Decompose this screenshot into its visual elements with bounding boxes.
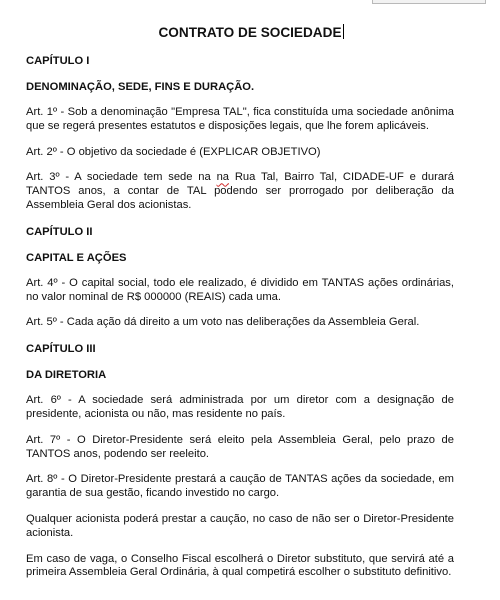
toolbar-edge [372,0,486,4]
document-body[interactable] [26,22,454,592]
chapter-3-heading: CAPÍTULO III [26,343,96,356]
article-6: Art. 6º - A sociedade será administrada por um diretor com a designação de presidente, acionista ou não, mas residente no país. [26,394,454,420]
document-title[interactable] [26,22,454,44]
document-title-text: CONTRATO DE SOCIEDADE [158,25,342,40]
text-cursor [343,24,344,39]
spelling-error-word[interactable]: na [216,171,230,184]
article-1: Art. 1º - Sob a denominação "Empresa TAL", fica constituída uma sociedade anônima que se regerá presentes estatutos e disposições legais, que lhe forem aplicáveis. [26,106,454,132]
chapter-3-title: DA DIRETORIA [26,369,107,382]
article-2: Art. 2º - O objetivo da sociedade é (EXPLICAR OBJETIVO) [26,145,321,158]
chapter-1-heading: CAPÍTULO I [26,55,90,67]
article-4: Art. 4º - O capital social, todo ele realizado, é dividido em TANTAS ações ordinárias, no valor nominal de R$ 000000 (REAIS) cada uma. [26,276,454,303]
article-7: Art. 7º - O Diretor-Presidente será eleito pela Assembleia Geral, pelo prazo de TANTOS anos, podendo ser reeleito. [26,433,454,460]
paragraph-vaga: Em caso de vaga, o Conselho Fiscal escolherá o Diretor substituto, que servirá até a primeira Assembleia Geral Ordinária, à qual competirá escolher o substituto definitivo. [26,552,454,579]
chapter-1-title: DENOMINAÇÃO, SEDE, FINS E DURAÇÃO. [26,81,255,93]
article-3 [26,171,454,212]
chapter-2-title: CAPITAL E AÇÕES [26,251,127,264]
paragraph-caucao: Qualquer acionista poderá prestar a caução, no caso de não ser o Diretor-Presidente acionista. [26,512,454,539]
article-8: Art. 8º - O Diretor-Presidente prestará a caução de TANTAS ações da sociedade, em garantia de sua gestão, ficando investido no cargo. [26,473,454,500]
chapter-2-heading: CAPÍTULO II [26,225,93,238]
article-5: Art. 5º - Cada ação dá direito a um voto nas deliberações da Assembleia Geral. [26,316,420,329]
article-3-rest: Rua Tal, Bairro Tal, CIDADE-UF e durará TANTOS anos, a contar de TAL podendo ser prorrogado por deliberação da Assembleia Geral dos acionistas. [26,171,454,211]
article-3-start: Art. 3º - A sociedade tem sede na [26,171,217,184]
